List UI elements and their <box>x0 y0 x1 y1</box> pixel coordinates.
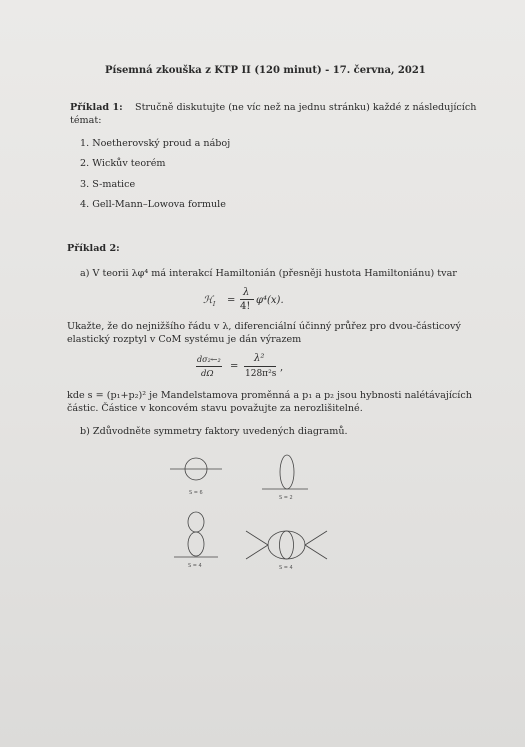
eq1-lhs: ℋ$_I$ <box>203 295 216 308</box>
eq1-equals: = <box>227 295 236 306</box>
topic-item: 3. S-matice <box>80 179 136 190</box>
eq2-den: dΩ <box>201 369 214 379</box>
eq2-rhs-num: λ² <box>254 353 265 364</box>
diagram-label: S = 6 <box>189 490 203 496</box>
exercise-2-text: elastický rozptyl v CoM systému je dán výrazem <box>67 334 302 345</box>
eq2-num: dσ₂←₂ <box>197 355 221 364</box>
exercise-2-text: kde s = (p₁+p₂)² je Mandelstamova proměnná a p₁ a p₂ jsou hybnosti nalétávajících <box>67 390 472 401</box>
diagram-bubble <box>246 531 327 559</box>
eq1-fraction-den: 4! <box>240 301 251 312</box>
eq2-end: , <box>280 362 284 373</box>
eq1-fraction-num: λ <box>243 287 250 298</box>
eq2-rhs-den: 128π²s <box>245 369 277 379</box>
exercise-2b-text: b) Zdůvodněte symmetry faktory uvedených diagramů. <box>80 426 348 437</box>
eq1-rhs: φ⁴(x). <box>256 295 284 306</box>
page-title: Písemná zkouška z KTP II (120 minut) - 17. června, 2021 <box>105 65 426 76</box>
exercise-1-intro-cont: témat: <box>70 115 102 126</box>
eq2-equals: = <box>230 361 239 372</box>
diagram-tadpole-ellipse <box>262 455 308 489</box>
topic-item: 1. Noetherovský proud a náboj <box>80 138 231 149</box>
topic-item: 2. Wickův teorém <box>80 158 166 169</box>
diagram-label: S = 2 <box>279 495 293 501</box>
exercise-2-label: Příklad 2: <box>67 243 120 254</box>
topic-item: 4. Gell-Mann–Lowova formule <box>80 199 226 210</box>
exercise-1-label: Příklad 1: <box>70 102 123 113</box>
exercise-2a-text: a) V teorii λφ⁴ má interakcí Hamiltonián (přesněji hustota Hamiltoniánu) tvar <box>80 268 457 279</box>
diagram-sunset <box>170 458 222 480</box>
diagram-label: S = 4 <box>279 565 293 571</box>
diagram-label: S = 4 <box>188 563 202 569</box>
exercise-2-text: Ukažte, že do nejnižšího řádu v λ, diferenciální účinný průřez pro dvou-částicový <box>67 321 461 332</box>
exercise-1-intro: Stručně diskutujte (ne víc než na jednu stránku) každé z následujících <box>135 102 477 113</box>
diagram-double-tadpole <box>174 512 218 557</box>
exercise-2-text: částic. Částice v koncovém stavu považujte za nerozlišitelné. <box>67 403 363 414</box>
